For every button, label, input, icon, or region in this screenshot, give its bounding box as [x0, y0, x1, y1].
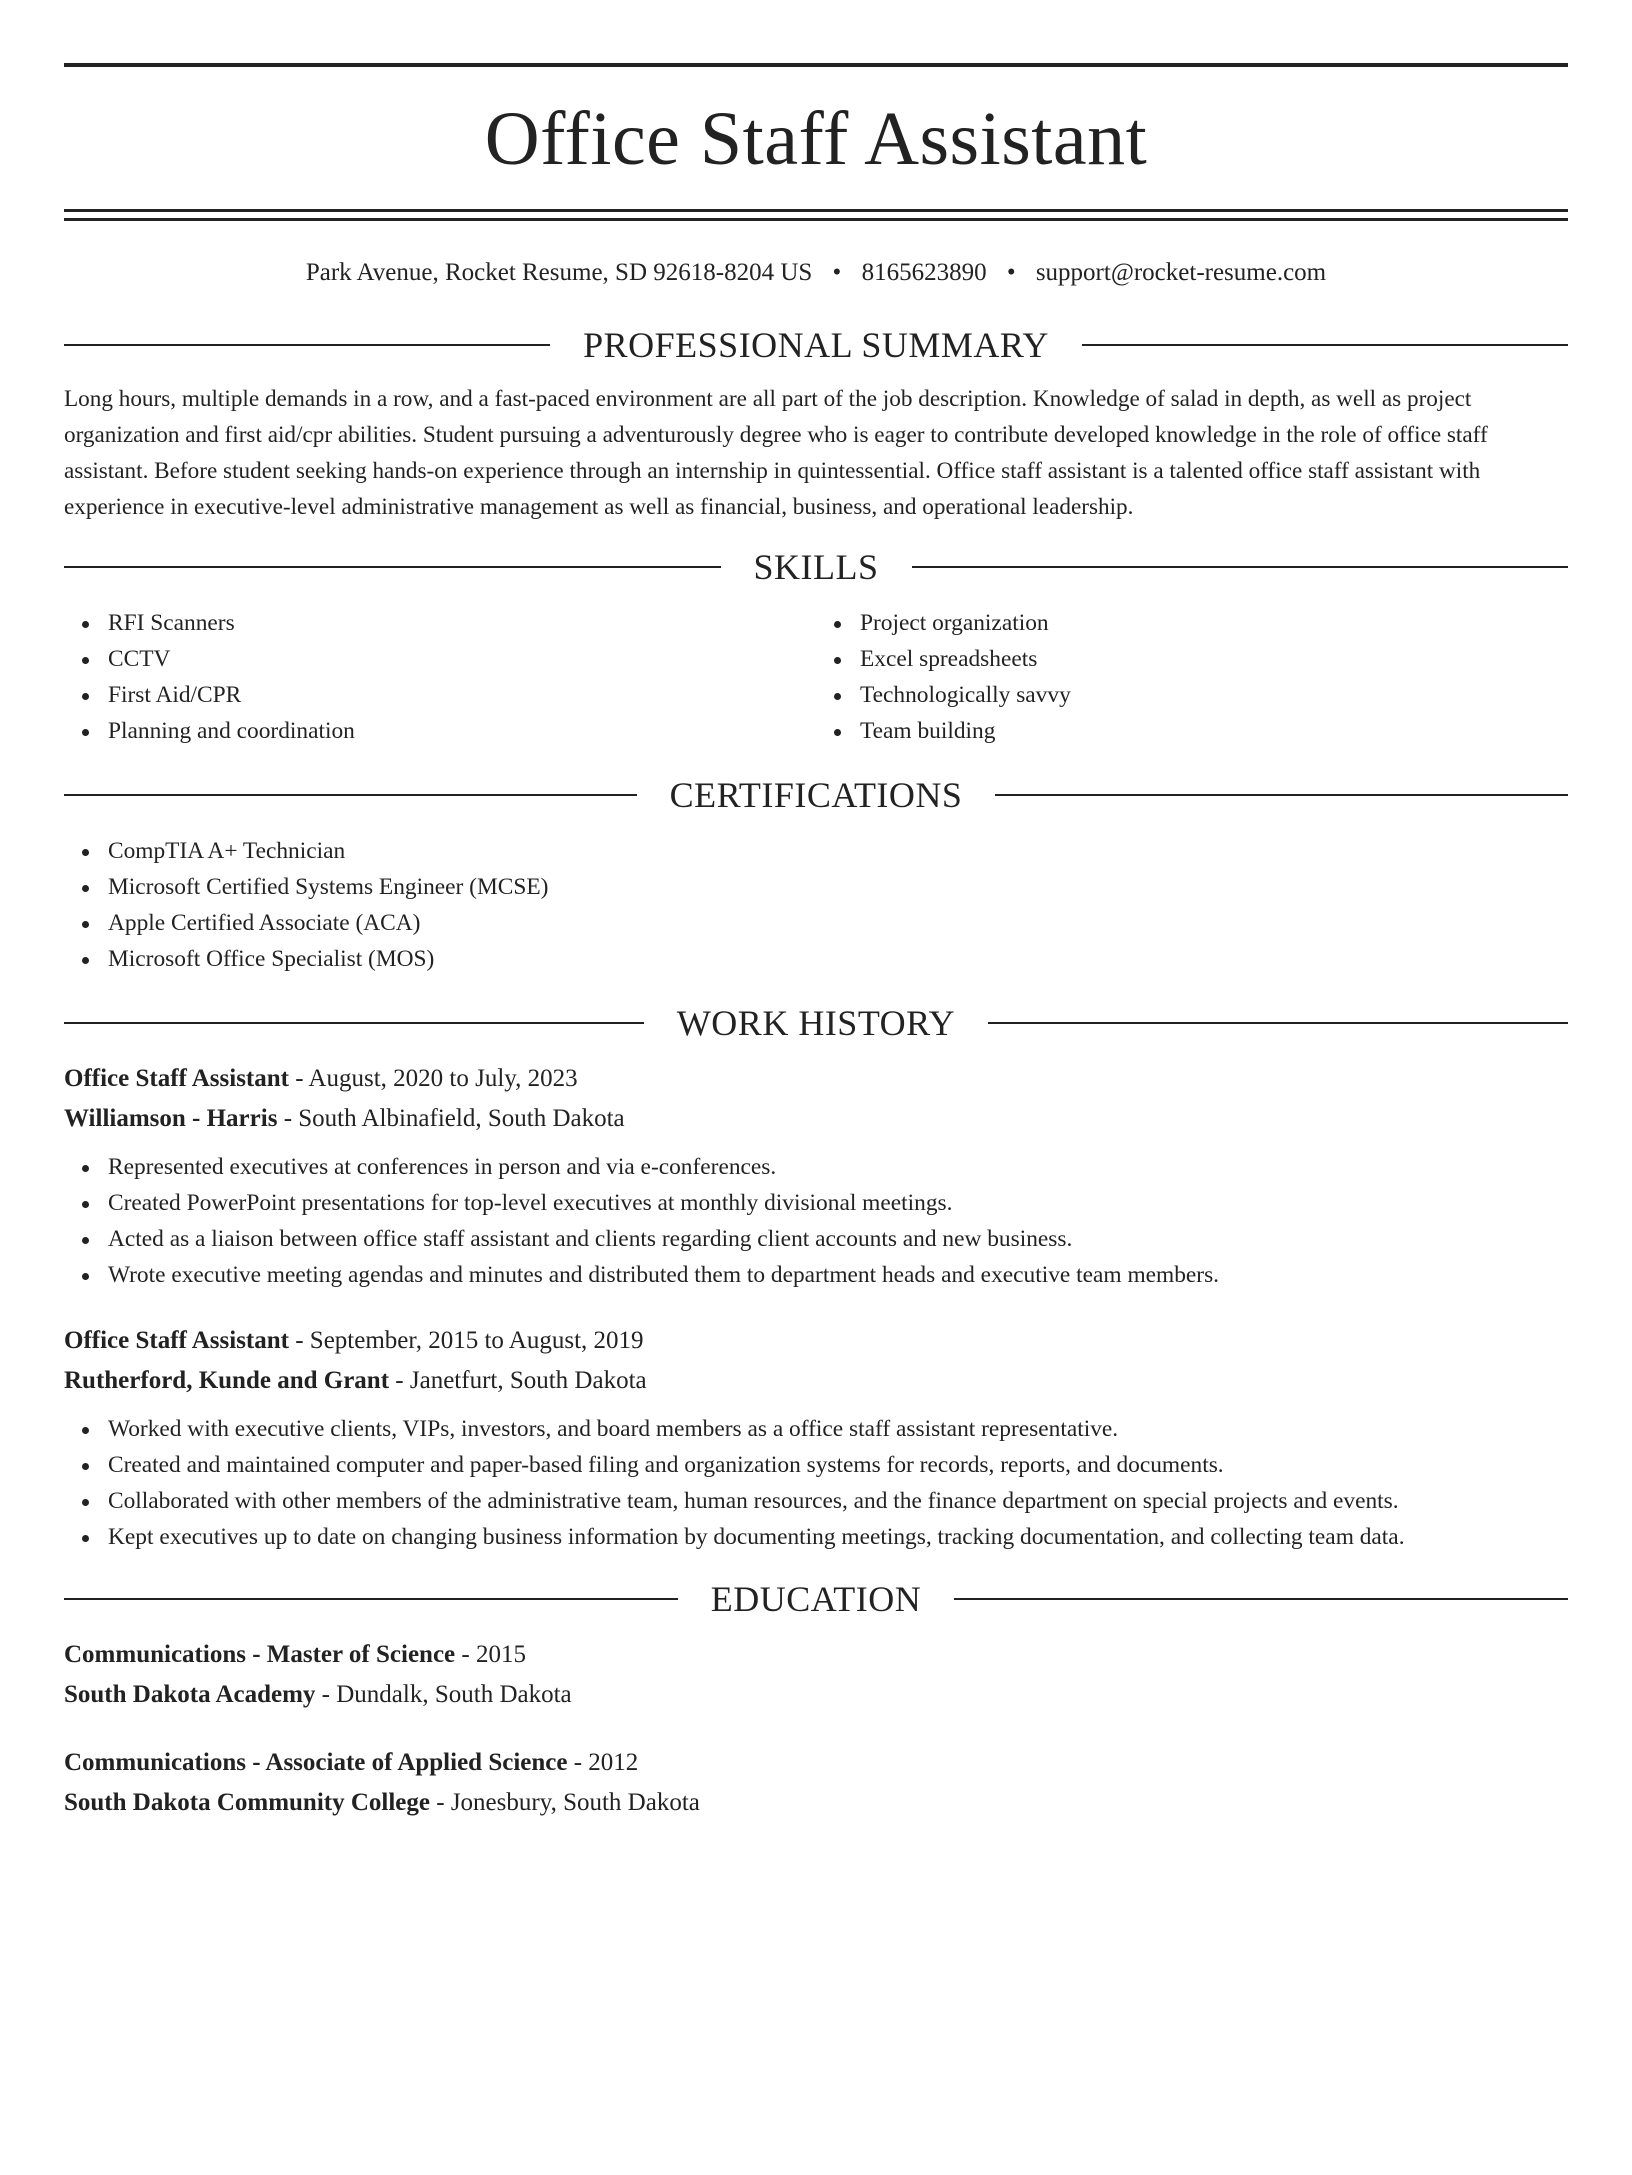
certification-item: CompTIA A+ Technician [108, 833, 1568, 869]
header-double-rule [64, 209, 1568, 221]
skill-item: First Aid/CPR [108, 677, 816, 713]
contact-phone: 8165623890 [861, 259, 987, 286]
job-bullets [64, 1411, 1568, 1555]
section-header-summary [64, 323, 1568, 367]
job-title-line [64, 1321, 1568, 1361]
section-rule-right [954, 1598, 1568, 1600]
job-bullet: Created PowerPoint presentations for top-level executives at monthly divisional meetings. [108, 1185, 1568, 1221]
education-location: - Dundalk, South Dakota [315, 1681, 572, 1708]
section-rule-left [64, 794, 637, 796]
skill-item: CCTV [108, 641, 816, 677]
job-location: - South Albinafield, South Dakota [277, 1105, 625, 1132]
education-school: South Dakota Academy [64, 1681, 316, 1708]
job-bullet: Acted as a liaison between office staff assistant and clients regarding client accounts and new business. [108, 1221, 1568, 1257]
skill-item: Team building [860, 713, 1568, 749]
contact-line [64, 257, 1568, 289]
section-title: CERTIFICATIONS [669, 775, 963, 815]
education-school: South Dakota Community College [64, 1789, 430, 1816]
certification-item: Microsoft Certified Systems Engineer (MCSE) [108, 869, 1568, 905]
job-bullet: Created and maintained computer and paper-based filing and organization systems for records, reports, and documents. [108, 1447, 1568, 1483]
job-title-line [64, 1059, 1568, 1099]
skills-list-right [816, 605, 1568, 749]
job-bullet: Kept executives up to date on changing business information by documenting meetings, tracking documentation, and collecting team data. [108, 1519, 1568, 1555]
certification-item: Microsoft Office Specialist (MOS) [108, 941, 1568, 977]
job-company-line [64, 1099, 1568, 1139]
contact-separator: • [1006, 259, 1016, 286]
section-title: SKILLS [753, 547, 879, 587]
section-header-education [64, 1577, 1568, 1621]
section-header-certifications [64, 773, 1568, 817]
contact-address: Park Avenue, Rocket Resume, SD 92618-8204 US [305, 259, 813, 286]
resume-page [0, 63, 1632, 2175]
job-bullet: Represented executives at conferences in person and via e-conferences. [108, 1149, 1568, 1185]
education-degree: Communications - Master of Science [64, 1641, 456, 1668]
skills-list-left [64, 605, 816, 749]
section-title: EDUCATION [710, 1579, 922, 1619]
education-entry [64, 1635, 1568, 1715]
job-bullet: Collaborated with other members of the administrative team, human resources, and the finance department on special projects and events. [108, 1483, 1568, 1519]
education-year: - 2015 [455, 1641, 526, 1668]
job-dates: - August, 2020 to July, 2023 [288, 1065, 578, 1092]
section-rule-right [1082, 344, 1568, 346]
job-company-line [64, 1361, 1568, 1401]
section-header-skills [64, 545, 1568, 589]
job-bullet: Wrote executive meeting agendas and minutes and distributed them to department heads and executive team members. [108, 1257, 1568, 1293]
section-title: WORK HISTORY [676, 1003, 956, 1043]
job-title: Office Staff Assistant [64, 1065, 289, 1092]
section-rule-right [995, 794, 1568, 796]
section-rule-left [64, 1022, 644, 1024]
job-bullets [64, 1149, 1568, 1293]
section-header-work-history [64, 1001, 1568, 1045]
certifications-list [64, 833, 1568, 977]
skill-item: Project organization [860, 605, 1568, 641]
education-year: - 2012 [567, 1749, 639, 1776]
job-entry [64, 1059, 1568, 1293]
section-rule-left [64, 1598, 678, 1600]
resume-name: Office Staff Assistant [484, 97, 1148, 181]
education-degree-line [64, 1743, 1568, 1783]
education-degree: Communications - Associate of Applied Science [64, 1749, 568, 1776]
education-entry [64, 1743, 1568, 1823]
section-rule-left [64, 344, 550, 346]
education-degree-line [64, 1635, 1568, 1675]
job-location: - Janetfurt, South Dakota [389, 1367, 647, 1394]
section-rule-left [64, 566, 721, 568]
education-location: - Jonesbury, South Dakota [430, 1789, 700, 1816]
skill-item: Planning and coordination [108, 713, 816, 749]
education-school-line [64, 1783, 1568, 1823]
job-company: Williamson - Harris [64, 1105, 278, 1132]
section-rule-right [988, 1022, 1568, 1024]
skills-grid [64, 589, 1568, 749]
section-title: PROFESSIONAL SUMMARY [583, 325, 1049, 365]
skill-item: Excel spreadsheets [860, 641, 1568, 677]
job-company: Rutherford, Kunde and Grant [64, 1367, 390, 1394]
job-entry [64, 1321, 1568, 1555]
contact-email[interactable]: support@rocket-resume.com [1035, 259, 1327, 286]
job-title: Office Staff Assistant [64, 1327, 289, 1354]
summary-text: Long hours, multiple demands in a row, and a fast-paced environment are all part of the job description. Knowledge of salad in depth, as well as project organization and first aid/cpr abilities. Student pursuing a adventurously degree who is eager to contribute developed knowledge in the role of office staff assistant. Before student seeking hands-on experience through an internship in quintessential. Office staff assistant is a talented office staff assistant with experience in executive-level administrative management as well as financial, business, and operational leadership. [64, 386, 1488, 520]
contact-separator: • [832, 259, 842, 286]
education-school-line [64, 1675, 1568, 1715]
job-bullet: Worked with executive clients, VIPs, investors, and board members as a office staff assistant representative. [108, 1411, 1568, 1447]
skill-item: Technologically savvy [860, 677, 1568, 713]
skill-item: RFI Scanners [108, 605, 816, 641]
certification-item: Apple Certified Associate (ACA) [108, 905, 1568, 941]
job-dates: - September, 2015 to August, 2019 [288, 1327, 644, 1354]
section-rule-right [912, 566, 1569, 568]
